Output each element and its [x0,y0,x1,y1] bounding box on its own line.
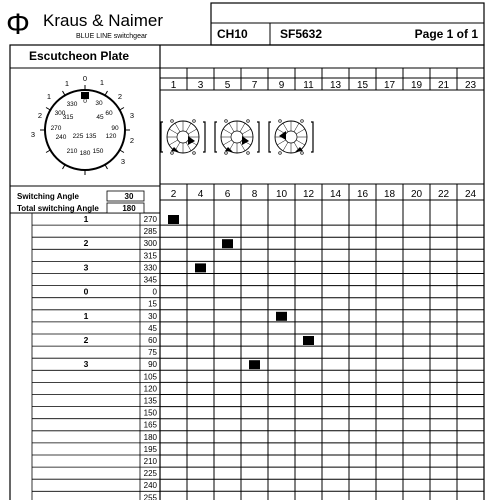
escutcheon-title: Escutcheon Plate [29,49,130,63]
bottom-terminal-number: 2 [170,189,177,200]
table-row [32,479,484,491]
dial-angle-label: 150 [92,148,104,155]
bottom-terminal-number: 14 [329,189,342,200]
dial-position-number: 3 [129,111,135,120]
total-angle-label: Total switching Angle [17,204,99,213]
stage-hub [177,131,189,143]
brand-name: Kraus & Naimer [43,11,163,30]
stage-cam-marker [242,136,249,145]
stage-cam-marker [171,147,179,152]
stage-terminal-dot [247,152,250,155]
dial-angle-label: 330 [66,101,78,108]
series-label: CH10 [217,27,248,41]
stage-terminal-dot [171,152,174,155]
stage-spoke [296,129,305,134]
contact-closed-mark [195,263,206,272]
position-label: 2 [83,335,89,345]
stage-spoke [242,129,251,134]
stage-bracket-left [215,122,217,152]
kn-logo-icon: Φ [6,8,30,41]
dial-tick [63,165,66,169]
stage-terminal-dot [301,120,304,123]
stage-terminal-dot [225,152,228,155]
bottom-terminal-labels [171,189,477,200]
table-row [32,491,484,500]
dial-angle-label: 0 [83,98,87,105]
dial-tick [120,150,124,153]
table-row [32,274,484,286]
bottom-terminal-number: 6 [224,189,231,200]
top-terminal-number: 23 [464,80,477,91]
stage-terminal-dot [193,120,196,123]
dial-angle-label: 60 [105,110,113,117]
angle-value: 255 [143,493,157,500]
stage-hub [231,131,243,143]
position-label: 3 [83,262,89,273]
stage-spoke [283,142,288,151]
top-terminal-number: 15 [356,80,369,91]
table-row [32,261,484,273]
bottom-terminal-number: 10 [275,189,288,200]
stage-spoke [188,129,197,134]
dial-angle-label: 90 [111,125,119,132]
dial-position-number: 3 [120,157,126,166]
table-row [32,249,484,261]
contact-closed-mark [222,239,233,248]
table-row [32,431,484,443]
angle-value: 210 [143,457,157,466]
angle-value: 0 [152,287,157,297]
stage-spoke [223,140,232,145]
dial-tick [46,150,50,153]
stage-spoke [229,123,234,132]
angle-value: 300 [143,239,157,249]
total-angle-value: 180 [122,204,136,213]
angle-value: 45 [148,323,157,333]
stage-spoke [223,129,232,134]
bottom-terminal-number: 4 [197,189,204,200]
stage-cam-marker [295,147,303,152]
dial-tick [105,91,108,95]
switching-angle-value: 30 [124,192,134,201]
bottom-terminal-number: 20 [410,189,423,200]
dial-angle-label: 180 [79,150,91,157]
sheet-border [10,45,484,500]
angle-value: 15 [148,299,157,309]
dial-angle-label: 225 [72,133,84,140]
table-row [32,382,484,394]
top-terminal-number: 1 [170,80,177,91]
stage-bracket-right [203,122,205,152]
stage-hub [285,131,297,143]
contact-closed-mark [276,312,287,321]
table-row [32,237,484,249]
brand-tagline: BLUE LINE switchgear [76,33,148,40]
stage-spoke [296,140,305,145]
table-row [32,346,484,358]
page-number: Page 1 of 1 [414,27,478,41]
stage-terminal-dot [225,120,228,123]
angle-value: 315 [143,251,157,261]
dial-tick [46,108,50,111]
angle-value: 225 [143,469,157,479]
dial-position-number: 1 [46,92,52,101]
angle-value: 150 [143,408,157,418]
contact-closed-mark [249,360,260,369]
table-row [32,443,484,455]
table-row [32,419,484,431]
stage-cam-marker [225,147,233,152]
stage-spoke [169,129,178,134]
angle-value: 195 [143,444,157,454]
dial-tick [120,108,124,111]
switching-angle-label: Switching Angle [17,192,79,201]
angle-value: 180 [143,432,157,442]
angle-value: 90 [148,360,157,370]
dial-tick [63,91,66,95]
dial-angle-label: 135 [85,133,97,140]
bottom-terminal-number: 18 [383,189,396,200]
table-row [32,322,484,334]
stage-terminal-dot [171,120,174,123]
top-terminal-number: 19 [410,80,423,91]
table-row [32,298,484,310]
dial-position-number: 2 [129,136,135,145]
dial-position-number: 2 [117,92,123,101]
stage-bracket-left [161,122,163,152]
table-row [32,225,484,237]
stage-spoke [240,123,245,132]
dial-angle-label: 240 [55,134,67,141]
dial-angle-label: 30 [95,100,103,107]
bottom-terminal-number: 22 [437,189,450,200]
stage-spoke [186,123,191,132]
stage-terminal-dot [301,152,304,155]
top-terminal-number: 17 [383,80,396,91]
table-row [32,213,484,225]
contact-closed-mark [168,215,179,224]
dial-position-number: 2 [37,111,43,120]
angle-value: 30 [148,311,157,321]
position-label: 1 [83,214,89,224]
table-row [32,370,484,382]
angle-value: 60 [148,336,157,345]
angle-value: 120 [143,384,157,394]
top-terminal-number: 7 [251,80,258,91]
stage-spoke [294,123,299,132]
angle-value: 240 [143,481,157,491]
angle-value: 105 [143,372,157,382]
table-row [32,358,484,370]
dial-angle-label: 300 [54,110,66,117]
stage-spoke [169,140,178,145]
angle-value: 345 [143,275,157,285]
top-terminal-number: 9 [278,80,285,91]
table-row [32,310,484,322]
top-terminal-number: 13 [329,80,342,91]
stage-spoke [283,123,288,132]
dial-angle-label: 315 [62,114,74,121]
angle-value: 270 [143,215,157,224]
position-label: 1 [83,310,89,321]
contact-closed-mark [303,336,314,345]
contact-stage-symbol [161,120,205,155]
angle-value: 330 [143,263,157,273]
dial-position-number: 1 [64,79,70,88]
escutcheon-dial [31,74,134,175]
table-row [32,395,484,407]
dial-tick [105,165,108,169]
angle-value: 135 [143,396,157,406]
top-terminal-number: 5 [224,80,231,91]
dial-angle-label: 210 [66,148,78,155]
stage-terminal-dot [279,152,282,155]
table-row [32,467,484,479]
dial-angle-label: 45 [96,114,104,121]
dial-position-number: 1 [99,78,105,87]
angle-value: 75 [148,348,157,358]
stage-bracket-left [269,122,271,152]
contact-stage-symbol [215,120,259,155]
dial-angle-label: 120 [105,133,117,140]
stage-terminal-dot [279,120,282,123]
position-label: 0 [83,286,89,297]
code-label: SF5632 [280,27,323,41]
stage-cam-marker [188,136,195,145]
table-row [32,407,484,419]
stage-spoke [277,140,286,145]
top-terminal-number: 3 [197,80,204,91]
dial-angle-label: 270 [50,125,62,132]
bottom-terminal-number: 12 [302,189,315,200]
grid-lines [10,3,484,500]
stage-bracket-right [311,122,313,152]
dial-position-number: 0 [82,74,88,83]
top-terminal-number: 11 [303,80,314,91]
top-terminal-labels [171,80,477,91]
table-row [32,455,484,467]
bottom-terminal-number: 24 [464,189,477,200]
angle-value: 165 [143,420,157,430]
switching-table [32,213,484,500]
stage-terminal-dot [247,120,250,123]
top-terminal-number: 21 [437,80,450,91]
position-label: 2 [83,238,89,249]
stage-bracket-right [257,122,259,152]
contact-stages [161,120,313,155]
table-row [32,286,484,298]
stage-terminal-dot [193,152,196,155]
contact-stage-symbol [269,120,313,155]
table-row [32,334,484,346]
position-label: 3 [83,359,89,370]
bottom-terminal-number: 16 [356,189,369,200]
bottom-terminal-number: 8 [251,189,258,200]
dial-position-number: 3 [30,130,36,139]
angle-value: 285 [143,227,157,237]
stage-spoke [175,123,180,132]
